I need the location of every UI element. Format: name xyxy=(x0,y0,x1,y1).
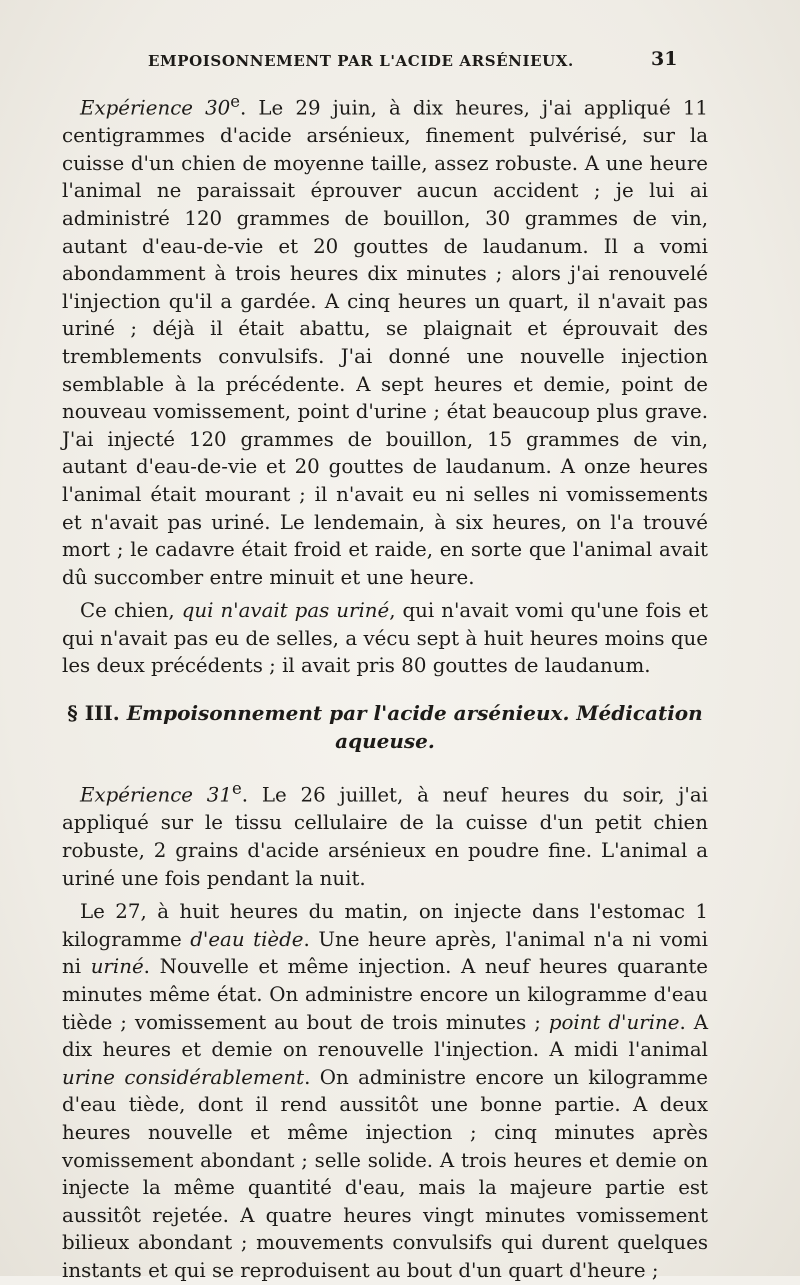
experiment-31-ordinal: e xyxy=(231,779,242,799)
cont-italic-2: uriné xyxy=(90,955,144,979)
cont-part-3: . Nouvelle et même injection. A neuf heures quarante minutes même état. On administre encore un kilogramme d'eau tiède ; vomissement au bout de trois minutes ; xyxy=(62,955,708,1034)
section-title: Empoisonnement par l'acide arsénieux. Médication aqueuse. xyxy=(126,701,703,753)
commentary-after: , qui n'avait vomi qu'une fois et qui n'avait pas eu de selles, a vécu sept à huit heures moins que les deux précédents ; il avait pris 80 gouttes de laudanum. xyxy=(62,599,708,678)
experiment-31-paragraph xyxy=(62,775,708,892)
experiment-31-lead: Expérience 31 xyxy=(80,783,232,807)
page-number: 31 xyxy=(651,48,678,70)
running-title: EMPOISONNEMENT PAR L'ACIDE ARSÉNIEUX. xyxy=(148,52,574,70)
cont-italic-1: d'eau tiède xyxy=(190,927,304,951)
cont-italic-4: urine considérablement xyxy=(62,1065,305,1089)
page-header xyxy=(148,48,708,76)
section-heading xyxy=(62,700,708,755)
cont-part-1: Le 27, à huit heures du matin, on injecte dans l'estomac 1 kilogramme xyxy=(62,900,708,951)
experiment-31-text: . Le 26 juillet, à neuf heures du soir, j'ai appliqué sur le tissu cellulaire de la cuisse d'un petit chien robuste, 2 grains d'acide arsénieux en poudre fine. L'animal a uriné une fois pendant la nuit. xyxy=(62,783,708,890)
experiment-30-lead: Expérience 30 xyxy=(80,96,231,120)
experiment-30-text: . Le 29 juin, à dix heures, j'ai appliqué 11 centigrammes d'acide arsénieux, finement pulvérisé, sur la cuisse d'un chien de moyenne taille, assez robuste. A une heure l'animal ne paraissait éprouver aucun accident ; je lui ai administré 120 grammes de bouillon, 30 grammes de vin, autant d'eau-de-vie et 20 gouttes de laudanum. Il a vomi abondamment à trois heures dix minutes ; alors j'ai renouvelé l'injection qu'il a gardée. A cinq heures un quart, il n'avait pas uriné ; déjà il était abattu, se plaignait et éprouvait des tremblements convulsifs. J'ai donné une nouvelle injection semblable à la précédente. A sept heures et demie, point de nouveau vomissement, point d'urine ; état beaucoup plus grave. J'ai injecté 120 grammes de bouillon, 15 grammes de vin, autant d'eau-de-vie et 20 gouttes de laudanum. A onze heures l'animal était mourant ; il n'avait eu ni selles ni vomissements et n'avait pas uriné. Le lendemain, à six heures, on l'a trouvé mort ; le cadavre était froid et raide, en sorte que l'animal avait dû succomber entre minuit et une heure. xyxy=(62,96,708,589)
page-body xyxy=(62,88,708,1285)
cont-part-5: . On administre encore un kilogramme d'eau tiède, dont il rend aussitôt une bonne partie. A deux heures nouvelle et même injection ; cinq minutes après vomissement abondant ; selle solide. A trois heures et demie on injecte la même quantité d'eau, mais la majeure partie est aussitôt rejetée. A quatre heures vingt minutes vomissement bilieux abondant ; mouvements convulsifs qui durent quelques instants et qui se reproduisent au bout d'un quart d'heure ; xyxy=(62,1065,708,1282)
cont-italic-3: point d'urine xyxy=(548,1010,680,1034)
experiment-30-paragraph xyxy=(62,88,708,591)
experiment-31-continuation xyxy=(62,898,708,1284)
section-number: § III. xyxy=(67,701,120,726)
cont-part-4: . A dix heures et demie on renouvelle l'injection. A midi l'animal xyxy=(62,1010,708,1062)
cont-part-2: . Une heure après, l'animal n'a ni vomi ni xyxy=(62,927,708,979)
commentary-paragraph xyxy=(62,597,708,680)
commentary-before: Ce chien, xyxy=(80,599,182,623)
experiment-30-ordinal: e xyxy=(230,92,241,111)
commentary-italic: qui n'avait pas uriné xyxy=(181,599,390,623)
